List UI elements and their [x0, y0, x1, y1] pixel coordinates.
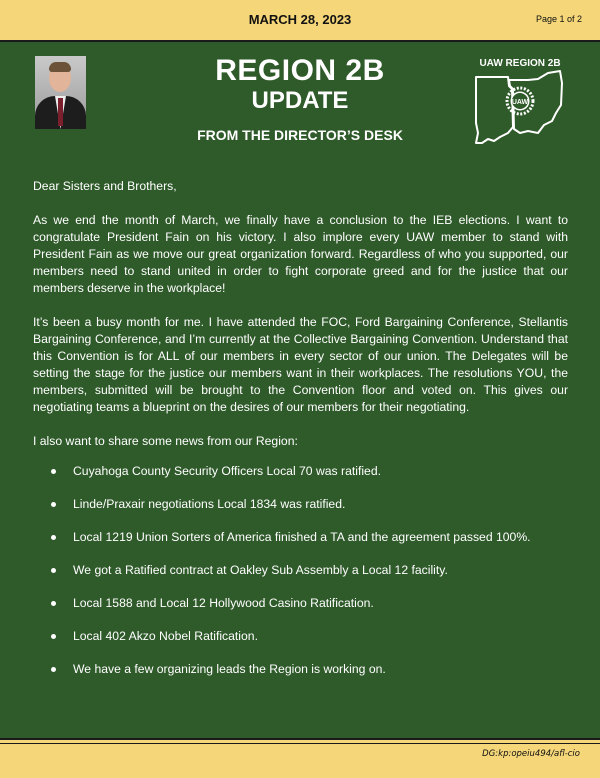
news-list [33, 463, 568, 678]
bullet-icon [51, 667, 56, 672]
salutation: Dear Sisters and Brothers, [33, 179, 177, 193]
newsletter-subtitle: FROM THE DIRECTOR’S DESK [197, 127, 403, 143]
ohio-indiana-map-icon [468, 53, 572, 153]
list-item: We have a few organizing leads the Region is working on. [33, 661, 568, 678]
issue-date: MARCH 28, 2023 [248, 12, 352, 27]
newsletter-title-update: UPDATE [251, 87, 349, 114]
letter-body [33, 178, 568, 694]
list-item: Cuyahoga County Security Officers Local 70 was ratified. [33, 463, 568, 480]
paragraph: As we end the month of March, we finally have a conclusion to the IEB elections. I want to congratulate President Fain on his victory. I also implore every UAW member to stand with President Fain as we move our great organization forward. Regardless of who you supported, our members need to stand united in order to fight corporate greed and for the justice that our members deserve in the workplace! [33, 213, 568, 295]
list-item: Local 1219 Union Sorters of America finished a TA and the agreement passed 100%. [33, 529, 568, 546]
paragraph: It’s been a busy month for me. I have attended the FOC, Ford Bargaining Conference, Stellantis Bargaining Conference, and I’m currently at the Collective Bargaining Convention. Understand that this Convention is for ALL of our members in every sector of our union. The Delegates will be setting the stage for the justice our members want in their workplaces. The resolutions YOU, the members, submitted will be brought to the Convention floor and voted on. This gives our negotiating teams a blueprint on the desires of our members for their negotiating. [33, 315, 568, 414]
paragraph: I also want to share some news from our Region: [33, 434, 298, 448]
union-label: DG:kp:opeiu494/afl-cio [482, 749, 580, 759]
list-item: Linde/Praxair negotiations Local 1834 was ratified. [33, 496, 568, 513]
bullet-icon [51, 469, 56, 474]
logo-text: UAW REGION 2B [479, 58, 561, 69]
page-number: Page 1 of 2 [535, 14, 582, 24]
list-item: Local 1588 and Local 12 Hollywood Casino Ratification. [33, 595, 568, 612]
seal-text: UAW [511, 99, 529, 106]
uaw-seal-icon [507, 88, 533, 114]
bullet-icon [51, 634, 56, 639]
header-bar [0, 0, 600, 42]
bullet-icon [51, 535, 56, 540]
footer-bar [0, 738, 600, 778]
bullet-icon [51, 568, 56, 573]
newsletter-title: REGION 2B [215, 54, 385, 87]
list-item: We got a Ratified contract at Oakley Sub Assembly a Local 12 facility. [33, 562, 568, 579]
list-item: Local 402 Akzo Nobel Ratification. [33, 628, 568, 645]
bullet-icon [51, 502, 56, 507]
bullet-icon [51, 601, 56, 606]
